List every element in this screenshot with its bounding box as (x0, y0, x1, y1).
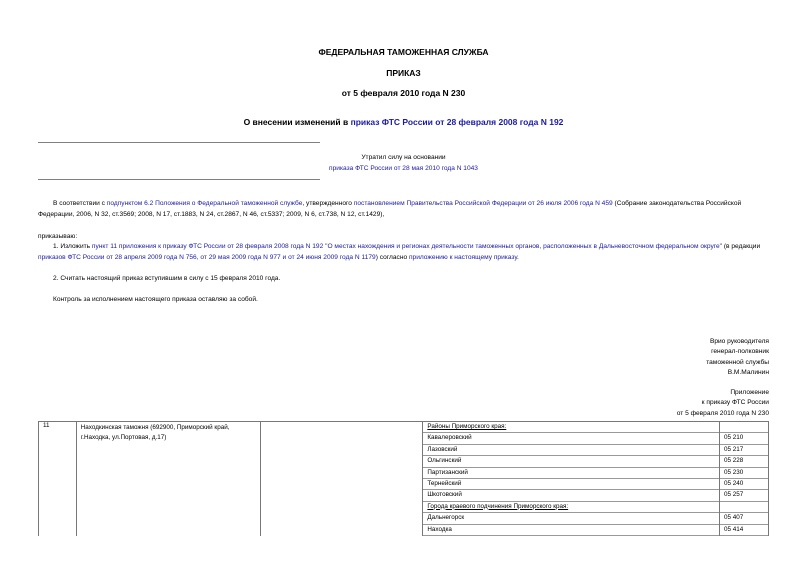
divider-bottom (38, 179, 320, 180)
region-name: Находка (423, 525, 719, 536)
region-group-label: Города краевого подчинения Приморского края: (423, 502, 719, 513)
cell-number: 11 (39, 422, 77, 536)
p1-text-b: , утвержденного (302, 200, 354, 207)
doc-type: ПРИКАЗ (386, 68, 421, 78)
link-item-11[interactable]: пункт 11 приложения к приказу ФТС России от 28 февраля 2008 года N 192 "О местах нахождения и регионах деятельности таможенных органов, расположенных в Дальневосточном федеральном округе" (91, 243, 723, 250)
doc-title-prefix: О внесении изменений в (243, 117, 351, 127)
region-name: Ольгинский (423, 456, 719, 467)
doc-date-number: от 5 февраля 2010 года N 230 (341, 88, 466, 98)
agency-name: ФЕДЕРАЛЬНАЯ ТАМОЖЕННАЯ СЛУЖБА (318, 47, 489, 57)
appendix-caption-ref: к приказу ФТС России (701, 399, 769, 407)
appendix-caption (677, 388, 769, 419)
cell-customs-name (76, 422, 261, 536)
order-word: приказываю: (38, 233, 78, 240)
paragraph-control: Контроль за исполнением настоящего приказа оставляю за собой. (53, 296, 258, 303)
p1-text-a: В соответствии с (53, 200, 107, 207)
signature-service: таможенной службы (706, 358, 769, 366)
region-name: Шкотовский (423, 490, 719, 501)
signature-position: Врио руководителя (709, 338, 769, 345)
region-name: Кавалеровский (423, 433, 719, 444)
paragraph-basis (38, 199, 769, 220)
region-code: 05 228 (720, 456, 768, 467)
region-code: 05 210 (720, 433, 768, 444)
customs-name-line-1: Находкинская таможня (692900, Приморский край, (80, 424, 230, 431)
table-row (39, 422, 769, 536)
link-government-decree[interactable]: постановлением Правительства Российской Федерации от 26 июля 2006 года N 459 (353, 200, 613, 207)
signature-name: В.М.Малинин (727, 369, 769, 377)
region-name: Дальнегорск (423, 513, 719, 524)
region-group-label: Районы Приморского края: (423, 422, 719, 433)
doc-title-link[interactable]: приказ ФТС России от 28 февраля 2008 года N 192 (350, 117, 564, 127)
region-name: Партизанский (423, 468, 719, 479)
signature-rank: генерал-полковник (711, 348, 769, 356)
link-appendix[interactable]: приложению к настоящему приказу (408, 253, 517, 261)
p2-text-c: ) согласно (375, 253, 409, 261)
region-name: Лазовский (423, 445, 719, 456)
p1-text-c: (Собрание законодательства Российской Федерации, 2006, N 32, ст.3569; 2008, N 17, ст.1883, N 24, ст.2867, N 46, ст.5337; 2009, N 6, ст.738, N 12, ст.1429), (38, 200, 742, 218)
region-code: 05 414 (720, 525, 768, 536)
status-note (0, 153, 807, 174)
appendix-caption-title: Приложение (730, 389, 769, 396)
region-code (720, 422, 768, 433)
status-link[interactable]: приказа ФТС России от 28 мая 2010 года N 1043 (329, 164, 478, 172)
cell-empty (261, 422, 423, 536)
signature-block (706, 337, 769, 379)
region-code: 05 217 (720, 445, 768, 456)
paragraph-item-2: 2. Считать настоящий приказ вступившим в силу с 15 февраля 2010 года. (53, 275, 281, 282)
region-code: 05 240 (720, 479, 768, 490)
p2-text-a: 1. Изложить (53, 243, 92, 250)
cell-regions (423, 422, 720, 536)
p2-text-b: (в редакции (722, 243, 761, 250)
link-regulation-item[interactable]: подпунктом 6.2 Положения о Федеральной таможенной службе (106, 200, 303, 207)
customs-name-line-2: г.Находка, ул.Портовая, д.17) (80, 434, 167, 442)
cell-codes (720, 422, 769, 536)
doc-title (0, 117, 807, 127)
appendix-caption-date: от 5 февраля 2010 года N 230 (676, 409, 769, 417)
p2-text-d: . (516, 253, 519, 261)
appendix-table (38, 421, 769, 536)
status-line: Утратил силу на основании (361, 154, 446, 161)
region-code: 05 407 (720, 513, 768, 524)
region-code: 05 257 (720, 490, 768, 501)
link-amending-orders[interactable]: приказов ФТС России от 28 апреля 2009 года N 756, от 29 мая 2009 года N 977 и от 24 июня 2009 года N 1179 (38, 253, 376, 261)
region-code: 05 230 (720, 468, 768, 479)
paragraph-item-1 (38, 242, 769, 263)
region-name: Тернейский (423, 479, 719, 490)
region-code (720, 502, 768, 513)
divider-top (38, 142, 320, 143)
